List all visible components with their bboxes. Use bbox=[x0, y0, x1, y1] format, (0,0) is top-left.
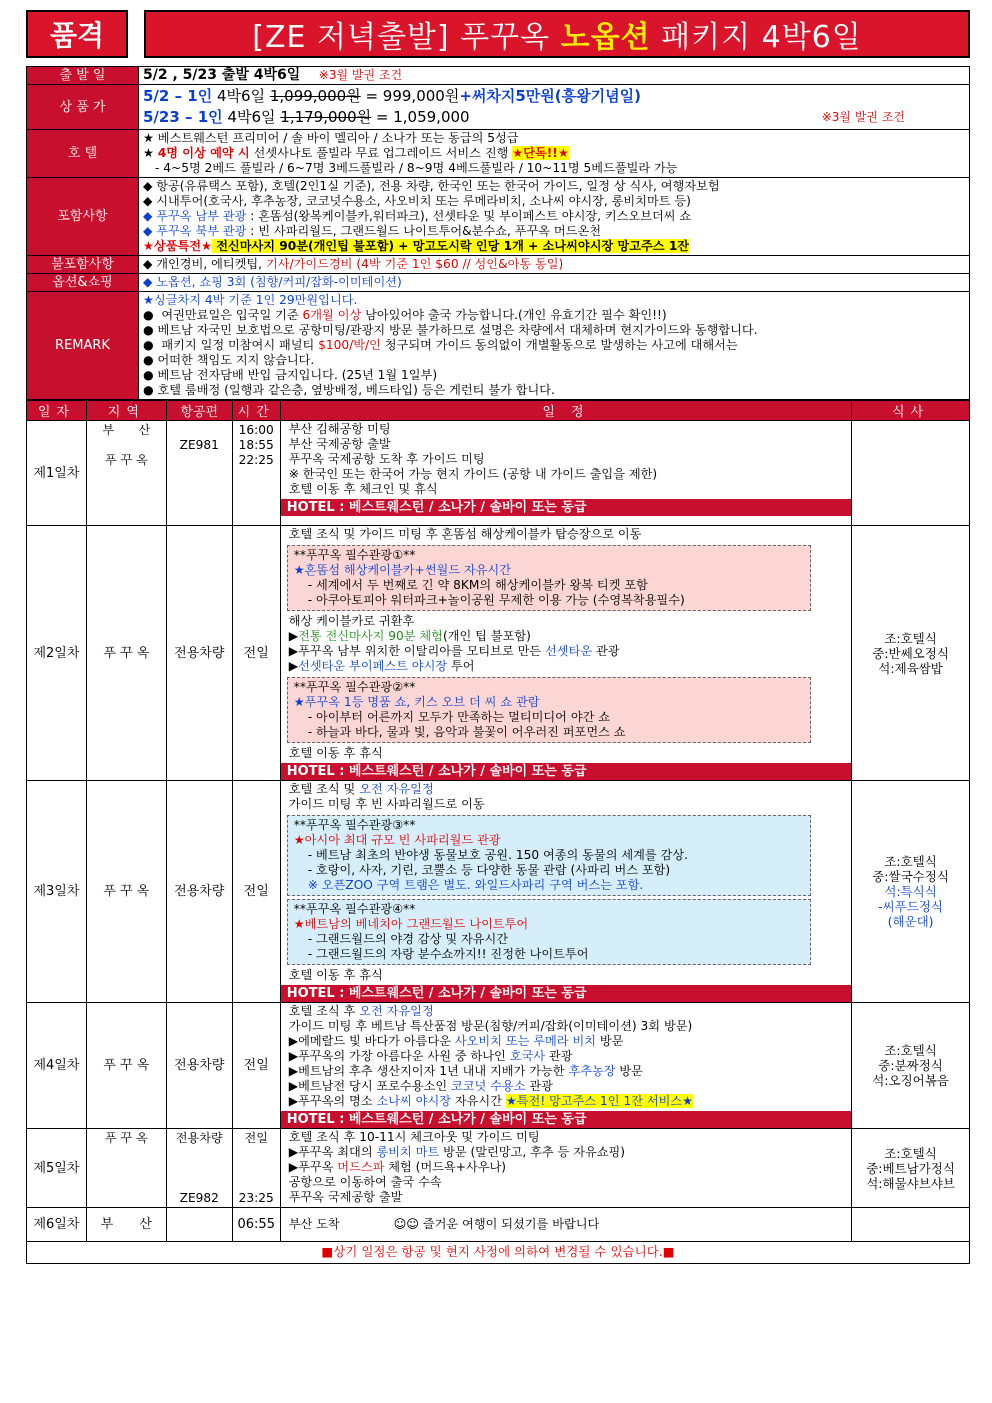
category-badge: 품격 bbox=[26, 10, 128, 58]
tour-box-4: **푸꾸옥 필수관광④** ★베트남의 베네치아 그랜드월드 나이트투어 - 그랜드월드의 야경 감상 및 자유시간 - 그랜드월드의 자랑 분수쇼까지!! 진정한 나이트투어 bbox=[287, 899, 811, 965]
col-day: 일자 bbox=[27, 401, 87, 421]
day5-row: 제5일차 푸 꾸 옥 전용차량 ZE982 전일 23:25 호텔 조식 후 10-11시 체크아웃 및 가이드 미팅 ▶푸꾸옥 최대의 롱비치 마트 방문 (말린망고, 후추 등 자유쇼핑) ▶푸꾸옥 머드스파 체험 (머드욕+사우나) 공항으로 이동하여 출국 수속 푸꾸옥 국제공항 출발 조:호텔식 중:베트남가정식 석:해물샤브샤브 bbox=[27, 1129, 970, 1208]
col-meal: 식사 bbox=[852, 401, 970, 421]
excludes-row: 불포함사항 ◆ 개인경비, 에티켓팁, 기사/가이드경비 (4박 기준 1인 $60 // 성인&아동 동일) bbox=[27, 256, 970, 274]
hotel-row: 호 텔 ★ 베스트웨스턴 프리미어 / 솔 바이 멜리아 / 소나가 또는 동급의 5성급 ★ 4명 이상 예약 시 선셋사나토 풀빌라 무료 업그레이드 서비스 진행 ★단독!!★ - 4~5명 2베드 풀빌라 / 6~7명 3베드풀빌라 / 8~9명 4베드풀빌라 / 10~11명 5베드풀빌라 가능 bbox=[27, 130, 970, 178]
col-flight: 항공편 bbox=[166, 401, 232, 421]
departure-note: ※3월 발권 조건 bbox=[318, 68, 403, 82]
day1-row: 제1일차 부 산 푸 꾸 옥 ZE981 16:00 18:55 22:25 부산 김해공항 미팅 부산 국제공항 출발 푸꾸옥 국제공항 도착 후 가이드 미팅 ※ 한국인 또는 한국어 가능 현지 가이드 (공항 내 가이드 출입을 제한) 호텔 이동 후 체크인 및 휴식 HOTEL : 베스트웨스턴 / 소나가 / 솔바이 또는 동급 bbox=[27, 421, 970, 526]
includes-label: 포함사항 bbox=[27, 178, 139, 256]
tour-box-1: **푸꾸옥 필수관광①** ★혼똠섬 해상케이블카+썬월드 자유시간 - 세계에서 두 번째로 긴 약 8KM의 해상케이블카 왕복 티켓 포함 - 아쿠아토피아 워터파크+놀이공원 무제한 이용 가능 (수영복착용필수) bbox=[287, 545, 811, 611]
day4-meal: 조:호텔식 중:분짜정식 석:오징어볶음 bbox=[852, 1003, 970, 1129]
day6-row: 제6일차 부 산 06:55 부산 도착 ☺☺ 즐거운 여행이 되셨기를 바랍니다 bbox=[27, 1208, 970, 1242]
price-line-2: 5/23 – 1인 4박6일 1,179,000원 = 1,059,000 ※3월 발권 조건 bbox=[143, 108, 905, 126]
departure-label: 출 발 일 bbox=[27, 67, 139, 85]
schedule-table bbox=[26, 400, 970, 1242]
remark-label: REMARK bbox=[27, 292, 139, 400]
includes-row: 포함사항 ◆ 항공(유류택스 포함), 호텔(2인1실 기준), 전용 차량, 한국인 또는 한국어 가이드, 일정 상 식사, 여행자보험 ◆ 시내투어(호국사, 후추농장, 코코넛수용소, 사오비치 또는 루메라비치, 소나씨 야시장, 롱비치마트 등) ◆ 푸꾸옥 남부 관광 : 혼똠섬(왕복케이블카,워터파크), 선셋타운 및 부이페스트 야시장, 키스오브더씨 쇼 ◆ 푸꾸옥 북부 관광 : 빈 사파리월드, 그랜드월드 나이트투어&분수쇼, 푸꾸옥 머드온천 ★상품특전★ 전신마사지 90분(개인팁 불포함) + 망고도시락 인당 1개 + 소나씨야시장 망고주스 1잔 bbox=[27, 178, 970, 256]
schedule-header bbox=[27, 401, 970, 421]
price-line-1: 5/2 – 1인 4박6일 1,099,000원 = 999,000원+써차지5만원(흥왕기념일) bbox=[143, 87, 641, 105]
info-table bbox=[26, 66, 970, 400]
day3-meal: 조:호텔식 중:쌀국수정식 석:특식식 -씨푸드정식 (해운대) bbox=[852, 781, 970, 1003]
day1-flight: ZE981 bbox=[166, 421, 232, 526]
day4-row: 제4일차 푸 꾸 옥 전용차량 전일 호텔 조식 후 오전 자유일정 가이드 미팅 후 베트남 특산품점 방문(침향/커피/잡화(이미테이션) 3회 방문) ▶에메랄드 빛 바다가 아름다운 사오비치 또는 루메라 비치 방문 ▶푸꾸옥의 가장 아름다운 사원 중 하나인 호국사 관광 ▶베트남의 후추 생산지이자 1년 내내 지배가 가능한 후추농장 방문 ▶베트남전 당시 포로수용소인 코코넛 수용소 관광 ▶푸꾸옥의 명소 소나씨 야시장 자유시간 ★특전! 망고주스 1인 1잔 서비스★ HOTEL : 베스트웨스턴 / 소나가 / 솔바이 또는 동급 조:호텔식 중:분짜정식 석:오징어볶음 bbox=[27, 1003, 970, 1129]
itinerary-page bbox=[26, 10, 970, 1264]
day3-row: 제3일차 푸 꾸 옥 전용차량 전일 호텔 조식 및 오전 자유일정 가이드 미팅 후 빈 사파리월드로 이동 **푸꾸옥 필수관광③** ★아시아 최대 규모 빈 사파리월드 관광 - 베트남 최초의 반야생 동물보호 공원. 150 여종의 동물의 세계를 감상. - 호랑이, 사자, 기린, 코뿔소 등 다양한 동물 관람 (사파리 버스 포함) ※ 오픈ZOO 구역 트램은 별도. 와일드사파리 구역 버스는 포함. **푸꾸옥 필수관광④** ★베트남의 베네치아 그랜드월드 나이트투어 - 그랜드월드의 야경 감상 및 자유시간 - 그랜드월드의 자랑 분수쇼까지!! 진정한 나이트투어 호텔 이동 후 휴식 HOTEL : 베스트웨스턴 / 소나가 / 솔바이 또는 동급 조:호텔식 중:쌀국수정식 석:특식식 -씨푸드정식 (해운대) bbox=[27, 781, 970, 1003]
departure-dates: 5/2 , 5/23 출발 4박6일 bbox=[143, 67, 301, 83]
day4-label: 제4일차 bbox=[27, 1003, 87, 1129]
day5-label: 제5일차 bbox=[27, 1129, 87, 1208]
col-time: 시간 bbox=[232, 401, 280, 421]
day2-meal: 조:호텔식 중:반쎄오정식 석:제육쌈밥 bbox=[852, 526, 970, 781]
options-row: 옵션&쇼핑 ◆ 노옵션, 쇼핑 3회 (침향/커피/잡화-이미테이션) bbox=[27, 274, 970, 292]
remark-row: REMARK ★싱글차지 4박 기준 1인 29만원입니다. ● 여권만료일은 입국일 기준 6개월 이상 남아있어야 출국 가능합니다.(개인 유효기간 필수 확인!!) ● 베트남 자국민 보호법으로 공항미팅/관광지 방문 불가하므로 설명은 차량에서 대체하며 현지가이드와 동행합니다. ● 패키지 일정 미참여시 패널티 $100/박/인 청구되며 가이드 동의없이 개별활동으로 발생하는 사고에 대해서는 ● 어떠한 책임도 지지 않습니다. ● 베트남 전자담배 반입 금지입니다. (25년 1월 1일부) ● 호텔 룸배정 (일행과 같은층, 옆방배정, 베드타입) 등은 게런티 불가 합니다. bbox=[27, 292, 970, 400]
day2-label: 제2일차 bbox=[27, 526, 87, 781]
hotel-bar: HOTEL : 베스트웨스턴 / 소나가 / 솔바이 또는 동급 bbox=[281, 1111, 851, 1128]
day1-label: 제1일차 bbox=[27, 421, 87, 526]
col-region: 지역 bbox=[86, 401, 166, 421]
hotel-bar: HOTEL : 베스트웨스턴 / 소나가 / 솔바이 또는 동급 bbox=[281, 985, 851, 1002]
tour-box-2: **푸꾸옥 필수관광②** ★푸꾸옥 1등 명품 쇼, 키스 오브 더 씨 쇼 관람 - 아이부터 어른까지 모두가 만족하는 멀티미디어 야간 쇼 - 하늘과 바다, 물과 빛, 음악과 불꽃이 어우러진 퍼포먼스 쇼 bbox=[287, 677, 811, 743]
price-row bbox=[27, 85, 970, 130]
day2-row: 제2일차 푸 꾸 옥 전용차량 전일 호텔 조식 및 가이드 미팅 후 혼똠섬 해상케이블카 탑승장으로 이동 **푸꾸옥 필수관광①** ★혼똠섬 해상케이블카+썬월드 자유시간 - 세계에서 두 번째로 긴 약 8KM의 해상케이블카 왕복 티켓 포함 - 아쿠아토피아 워터파크+놀이공원 무제한 이용 가능 (수영복착용필수) 해상 케이블카로 귀환후 ▶전통 전신마사지 90분 체험(개인 팁 불포함) ▶푸꾸옥 남부 위치한 이탈리아를 모티브로 만든 선셋타운 관광 ▶선셋타운 부이페스트 야시장 투어 **푸꾸옥 필수관광②** ★푸꾸옥 1등 명품 쇼, 키스 오브 더 씨 쇼 관람 - 아이부터 어른까지 모두가 만족하는 멀티미디어 야간 쇼 - 하늘과 바다, 물과 빛, 음악과 불꽃이 어우러진 퍼포먼스 쇼 호텔 이동 후 휴식 HOTEL : 베스트웨스턴 / 소나가 / 솔바이 또는 동급 조:호텔식 중:반쎄오정식 석:제육쌈밥 bbox=[27, 526, 970, 781]
price-label: 상 품 가 bbox=[27, 85, 139, 130]
footer-notice: ■상기 일정은 항공 및 현지 사정에 의하여 변경될 수 있습니다.■ bbox=[26, 1242, 970, 1264]
hotel-bar: HOTEL : 베스트웨스턴 / 소나가 / 솔바이 또는 동급 bbox=[281, 499, 851, 516]
day5-meal: 조:호텔식 중:베트남가정식 석:해물샤브샤브 bbox=[852, 1129, 970, 1208]
hotel-label: 호 텔 bbox=[27, 130, 139, 178]
excludes-label: 불포함사항 bbox=[27, 256, 139, 274]
exclusive-badge: ★단독!!★ bbox=[512, 146, 569, 160]
tour-box-3: **푸꾸옥 필수관광③** ★아시아 최대 규모 빈 사파리월드 관광 - 베트남 최초의 반야생 동물보호 공원. 150 여종의 동물의 세계를 감상. - 호랑이, 사자, 기린, 코뿔소 등 다양한 동물 관람 (사파리 버스 포함) ※ 오픈ZOO 구역 트램은 별도. 와일드사파리 구역 버스는 포함. bbox=[287, 815, 811, 896]
page-title: [ZE 저녁출발] 푸꾸옥 노옵션 패키지 4박6일 bbox=[144, 10, 970, 58]
day6-label: 제6일차 bbox=[27, 1208, 87, 1242]
header bbox=[26, 10, 970, 58]
day3-label: 제3일차 bbox=[27, 781, 87, 1003]
hotel-bar: HOTEL : 베스트웨스턴 / 소나가 / 솔바이 또는 동급 bbox=[281, 763, 851, 780]
col-itinerary: 일 정 bbox=[280, 401, 851, 421]
options-label: 옵션&쇼핑 bbox=[27, 274, 139, 292]
departure-row bbox=[27, 67, 970, 85]
